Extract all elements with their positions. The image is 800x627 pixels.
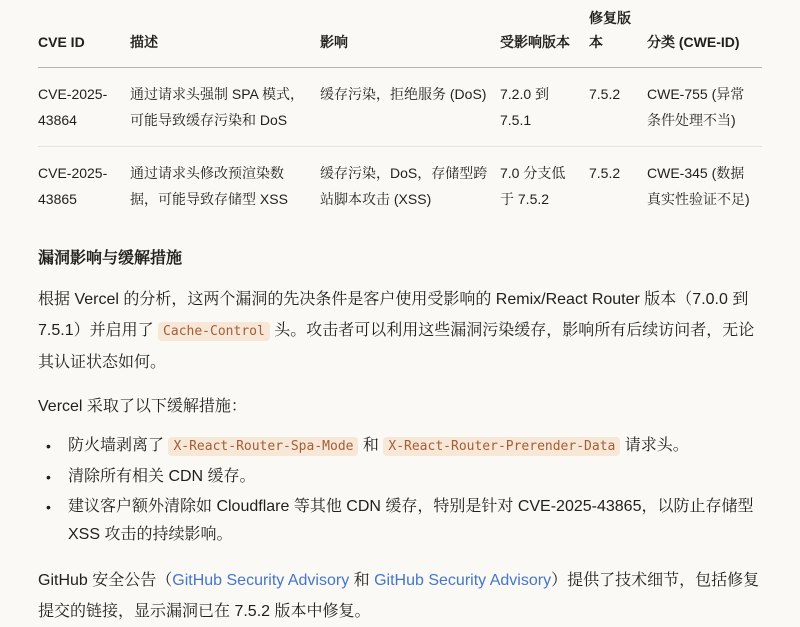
paragraph-text: GitHub 安全公告（	[38, 572, 173, 589]
inline-code-prerender-data-header: X-React-Router-Prerender-Data	[383, 437, 620, 456]
column-header-affected-versions: 受影响版本	[500, 6, 589, 68]
list-item-text: 请求头。	[620, 437, 689, 454]
inline-code-spa-mode-header: X-React-Router-Spa-Mode	[168, 437, 358, 456]
list-item	[38, 493, 762, 549]
analysis-paragraph	[38, 284, 762, 378]
cell-classification: CWE-345 (数据真实性验证不足)	[647, 165, 750, 207]
list-item-text: 建议客户额外清除如 Cloudflare 等其他 CDN 缓存，特别是针对 CVE-2025-43865，以防止存储型 XSS 攻击的持续影响。	[68, 498, 754, 543]
cell-impact: 缓存污染，DoS，存储型跨站脚本攻击 (XSS)	[320, 165, 488, 207]
section-heading: 漏洞影响与缓解措施	[38, 250, 183, 267]
cell-affected-versions: 7.0 分支低于 7.5.2	[500, 165, 566, 207]
list-item-text: 和	[358, 437, 384, 454]
column-header-description: 描述	[130, 6, 320, 68]
paragraph-text: 和	[349, 572, 375, 589]
closing-paragraph	[38, 565, 762, 627]
column-header-classification: 分类 (CWE-ID)	[647, 6, 762, 68]
table-row	[38, 68, 762, 147]
cell-impact: 缓存污染，拒绝服务 (DoS)	[320, 68, 500, 147]
cell-affected-versions: 7.2.0 到 7.5.1	[500, 68, 589, 147]
list-item	[38, 432, 762, 461]
list-item-text: 清除所有相关 CDN 缓存。	[68, 468, 256, 485]
cell-cve-id: CVE-2025-43864	[38, 68, 130, 147]
list-item-text: 防火墙剥离了	[68, 437, 169, 454]
github-advisory-link-1[interactable]: GitHub Security Advisory	[172, 572, 350, 589]
github-advisory-link-2[interactable]: GitHub Security Advisory	[374, 572, 552, 589]
cell-description: 通过请求头强制 SPA 模式，可能导致缓存污染和 DoS	[130, 68, 320, 147]
column-header-fixed-version: 修复版本	[589, 6, 647, 68]
table-header-row	[38, 6, 762, 68]
mitigation-list	[38, 432, 762, 549]
paragraph-text: 根据 Vercel 的分析，这两个漏洞的先决条件是客户使用受影响的 Remix/React Router 版本（7.0.0 到 7.5.1）并启用了	[38, 291, 749, 339]
column-header-cve-id: CVE ID	[38, 6, 130, 68]
column-header-impact: 影响	[320, 6, 500, 68]
list-item	[38, 463, 762, 491]
paragraph-text: ）提供了技术细节，包括修复提交的链接，显示漏洞已在 7.5.2 版本中修复。	[38, 572, 760, 620]
cve-table	[38, 6, 762, 225]
table-row	[38, 147, 762, 226]
cell-fixed-version: 7.5.2	[589, 68, 647, 147]
mitigation-intro: Vercel 采取了以下缓解措施：	[38, 398, 247, 415]
inline-code-cache-control: Cache-Control	[158, 322, 270, 341]
cell-fixed-version: 7.5.2	[589, 165, 621, 181]
cell-classification: CWE-755 (异常条件处理不当)	[647, 68, 762, 147]
cell-cve-id: CVE-2025-43865	[38, 165, 108, 207]
cell-description: 通过请求头修改预渲染数据，可能导致存储型 XSS	[130, 165, 288, 207]
paragraph-text: 头。攻击者可以利用这些漏洞污染缓存，影响所有后续访问者，无论其认证状态如何。	[38, 322, 755, 371]
